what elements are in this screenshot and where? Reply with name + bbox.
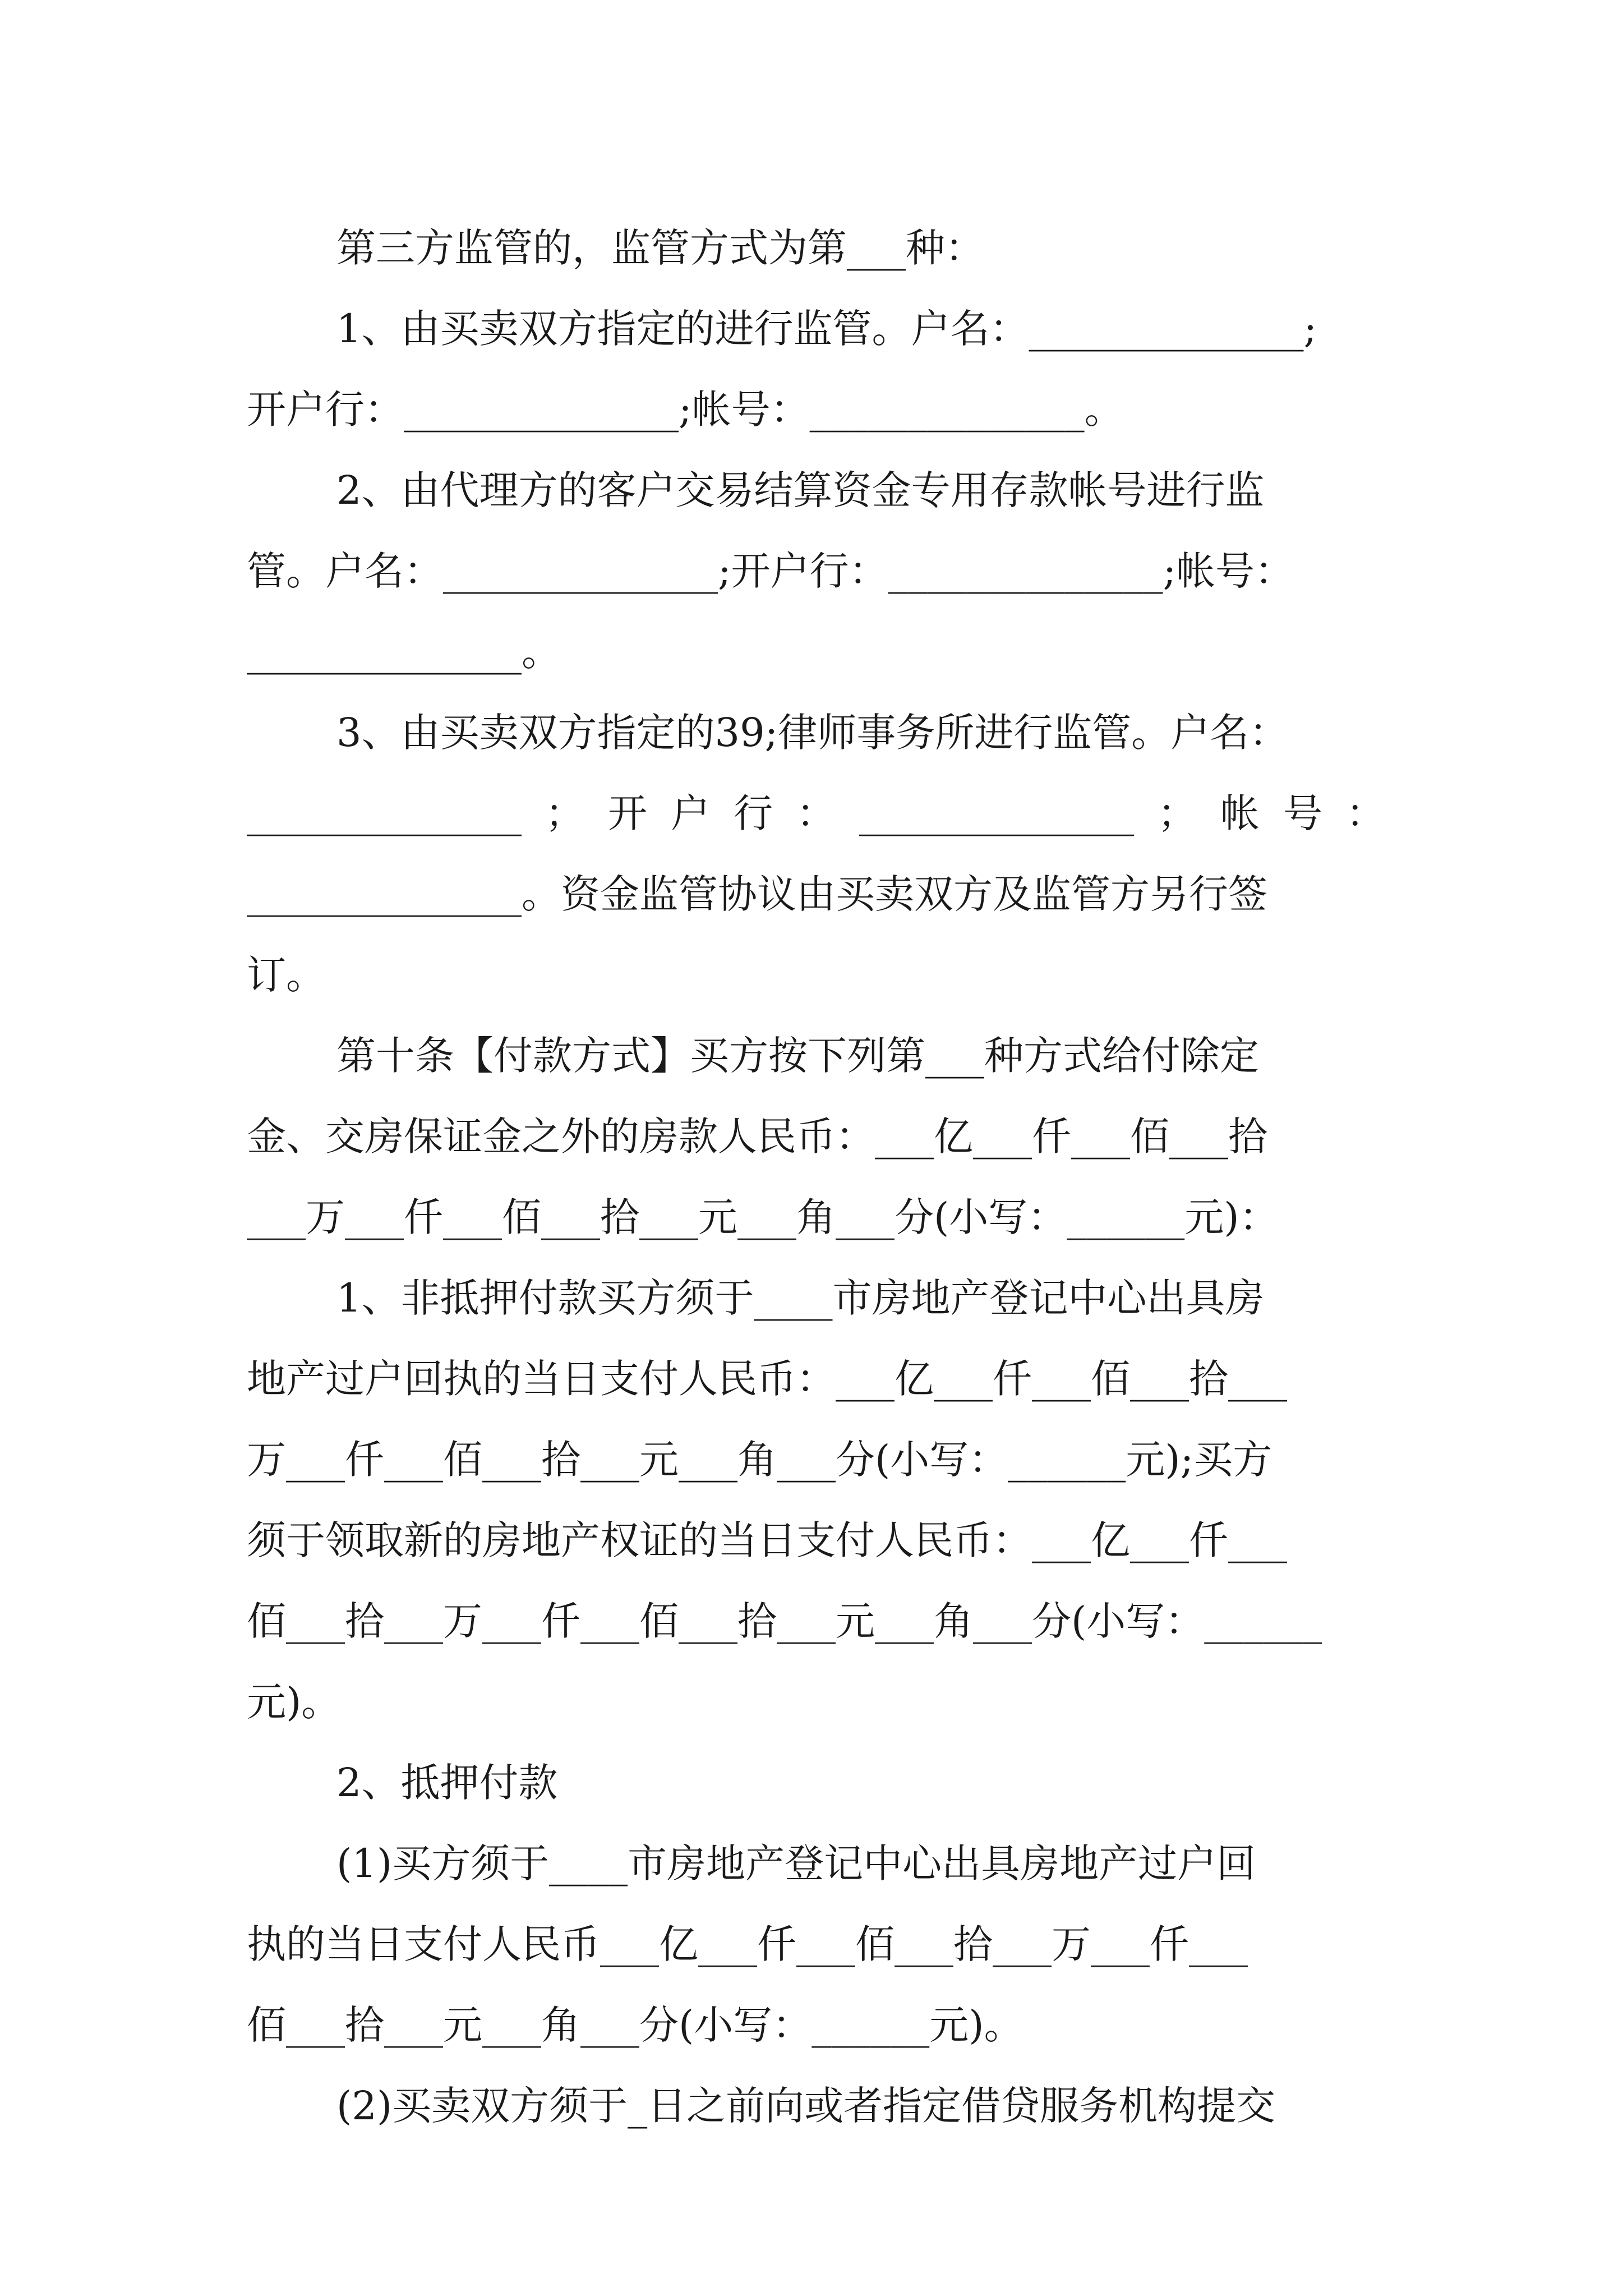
paragraph-line: ______________。 bbox=[247, 629, 561, 675]
paragraph-line: (2)买卖双方须于_日之前向或者指定借贷服务机构提交 bbox=[336, 2083, 1276, 2129]
blank-field: ______________ bbox=[859, 790, 1134, 836]
paragraph-line: 地产过户回执的当日支付人民币：___亿___仟___佰___拾___ bbox=[247, 1356, 1287, 1402]
punctuation: ； bbox=[545, 790, 584, 836]
paragraph-line: 元)。 bbox=[247, 1679, 341, 1725]
paragraph-line: 万___仟___佰___拾___元___角___分(小写：______元);买方 bbox=[247, 1437, 1272, 1483]
paragraph-line: 第十条【付款方式】买方按下列第___种方式给付除定 bbox=[336, 1033, 1259, 1079]
punctuation: ； bbox=[1158, 790, 1197, 836]
blank-field: ______________ bbox=[247, 790, 522, 836]
label-char: 帐 bbox=[1220, 790, 1260, 836]
paragraph-line: 金、交房保证金之外的房款人民币：___亿___仟___佰___拾 bbox=[247, 1114, 1267, 1159]
paragraph-line: 佰___拾___元___角___分(小写：______元)。 bbox=[247, 2002, 1023, 2048]
paragraph-line: 执的当日支付人民币___亿___仟___佰___拾___万___仟___ bbox=[247, 1921, 1248, 1967]
document-body bbox=[247, 208, 1385, 2146]
paragraph-line: (1)买方须于____市房地产登记中心出具房地产过户回 bbox=[336, 1841, 1256, 1887]
paragraph-line: ______________。资金监管协议由买卖双方及监管方另行签 bbox=[247, 871, 1267, 917]
paragraph-line: 管。户名：______________;开户行：______________;帐号： bbox=[247, 548, 1294, 594]
label-char: 行 bbox=[734, 790, 773, 836]
paragraph-line: 佰___拾___万___仟___佰___拾___元___角___分(小写：______ bbox=[247, 1598, 1322, 1644]
paragraph-line: 3、由买卖双方指定的39;律师事务所进行监管。户名： bbox=[336, 710, 1289, 756]
label-char: 开 bbox=[608, 790, 647, 836]
paragraph-line: 开户行：______________;帐号：______________。 bbox=[247, 386, 1124, 432]
paragraph-line: 1、由买卖双方指定的进行监管。户名：______________; bbox=[336, 306, 1317, 352]
paragraph-line: 须于领取新的房地产权证的当日支付人民币：___亿___仟___ bbox=[247, 1517, 1287, 1563]
paragraph-line: 1、非抵押付款买方须于____市房地产登记中心出具房 bbox=[336, 1275, 1265, 1321]
paragraph-line: 第三方监管的，监管方式为第___种： bbox=[336, 225, 984, 271]
punctuation: ： bbox=[796, 790, 836, 836]
paragraph-line: ___万___仟___佰___拾___元___角___分(小写：______元)： bbox=[247, 1194, 1279, 1240]
label-char: 户 bbox=[671, 790, 710, 836]
paragraph-line: 订。 bbox=[247, 952, 325, 998]
paragraph-line: 2、由代理方的客户交易结算资金专用存款帐号进行监 bbox=[336, 467, 1265, 513]
punctuation: ： bbox=[1346, 790, 1385, 836]
label-char: 号 bbox=[1283, 790, 1322, 836]
spaced-paragraph-line bbox=[247, 773, 1385, 854]
paragraph-line: 2、抵押付款 bbox=[336, 1760, 558, 1806]
